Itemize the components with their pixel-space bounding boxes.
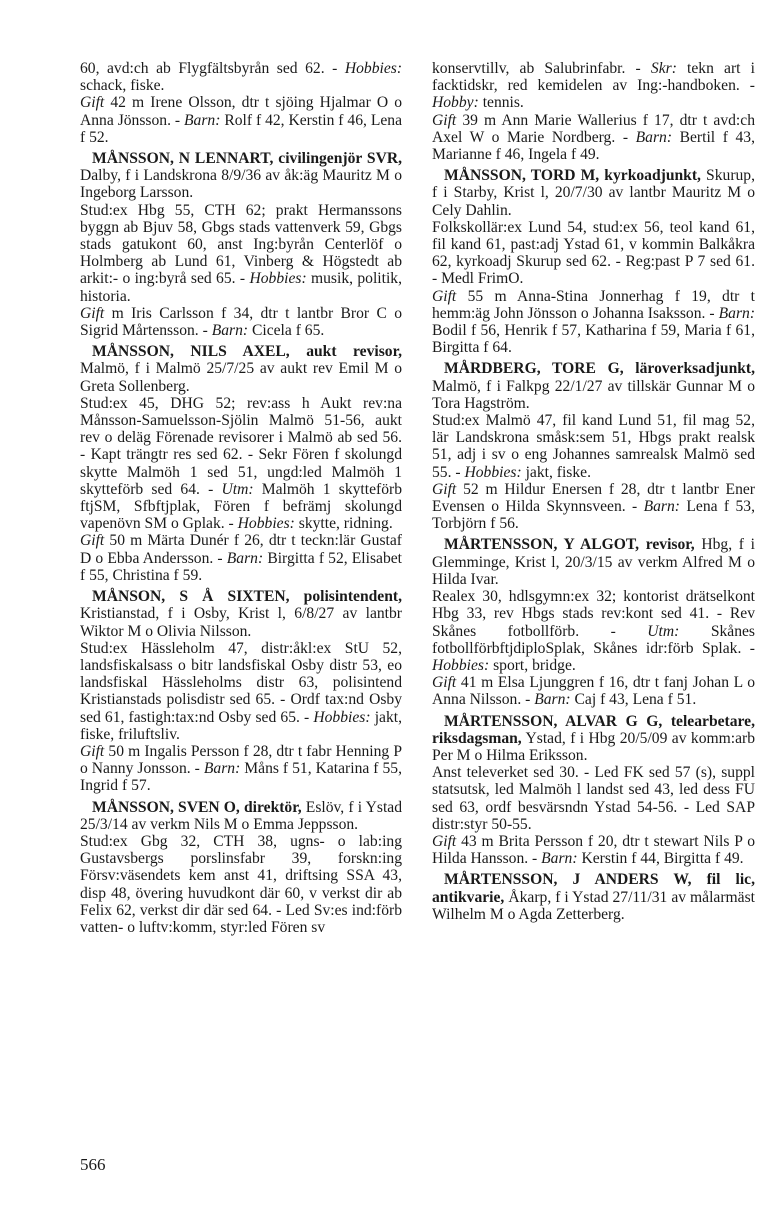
entry-name: MÅNSSON, N LENNART, [92, 150, 274, 168]
barn-text: Birgitta f 52, Elisabet f 55, Christina f 59. [80, 549, 403, 584]
barn-text: Caj f 43, Lena f 51. [574, 691, 697, 709]
hobbies-text: jakt, fiske. [525, 463, 591, 481]
entry-martensson-algot [432, 536, 755, 708]
hobby-label: Hobby: [432, 94, 479, 112]
entry-name: MÅNSON, S Å SIXTEN, [92, 588, 290, 606]
entry-name: MÅRDBERG, TORE G, [444, 360, 624, 378]
entry-name: MÅRTENSSON, ALVAR G G, [444, 712, 663, 730]
utm-label: Utm: [221, 480, 254, 498]
barn-text: Kerstin f 44, Birgitta f 49. [581, 850, 744, 868]
barn-text: Bertil f 43, Marianne f 46, Ingela f 49. [432, 128, 755, 164]
barn-label: Barn: [534, 691, 571, 709]
skr-label: Skr: [650, 60, 677, 77]
entry-title: kyrkoadjunkt, [604, 167, 701, 185]
entry-martensson-anders [432, 871, 755, 923]
entry-body: Stud:ex Gbg 32, CTH 38, ugns- o lab:ing Gustavsbergs porslinsfabr 39, forskn:ing Försv:väsendets kem anst 41, driftsing SSA 43, disp 48, övering huvudkont där 60, v verkst dir ab Felix 62, verkst dir där sed 64. - Led Sv:es ind:förb vatten- o luftv:komm, styr:led Fören sv [80, 832, 402, 936]
gift-text: 41 m Elsa Ljunggren f 16, dtr t fanj Johan L o Anna Nilsson. - [432, 674, 755, 709]
entry-title: direktör, [244, 798, 302, 816]
left-column [80, 60, 402, 940]
gift-text: 43 m Brita Persson f 20, dtr t stewart Nils P o Hilda Hansson. - [432, 832, 755, 868]
entry-name: MÅRTENSSON, Y ALGOT, [444, 536, 640, 554]
entry-mardberg-tore [432, 360, 755, 532]
entry-continuation [432, 60, 755, 163]
entry-body: Folkskollär:ex Lund 54, stud:ex 56, teol kand 61, fil kand 61, past:adj Ystad 61, v kommin Balkåkra 62, kyrkoadj Skurup sed 62. - Reg:past P 7 sed 61. - Medl FrimO. [432, 218, 755, 288]
entry-body: Stud:ex Hbg 55, CTH 62; prakt Hermanssons byggn ab Bjuv 58, Gbgs stads vattenverk 59, Gbgs stads gatukont 60, anst Ing:byrån Centerlöf o Holmberg ab Lund 61, Vinberg & Högstedt ab arkit:- o ing:byrå sed 65. - [80, 201, 402, 288]
gift-text: 42 m Irene Olsson, dtr t sjöing Hjalmar O o Anna Jönsson. - [80, 94, 402, 129]
gift-text: 39 m Ann Marie Wallerius f 17, dtr t avd:ch Axel W o Marie Nordberg. - [432, 111, 755, 146]
entry-name: MÅNSSON, NILS AXEL, [92, 343, 290, 361]
entry-intro: Hbg, f i Glemminge, Krist l, 20/3/15 av verkm Alfred M o Hilda Ivar. [432, 536, 756, 588]
entry-martensson-alvar [432, 713, 755, 868]
entry-name: MÅNSSON, TORD M, [444, 167, 600, 185]
entry-intro: Ystad, f i Hbg 20/5/09 av komm:arb Per M o Hilma Eriksson. [432, 729, 756, 764]
gift-label: Gift [80, 532, 105, 550]
hobbies-label: Hobbies: [432, 656, 490, 674]
hobbies-label: Hobbies: [237, 515, 295, 533]
barn-label: Barn: [541, 850, 578, 868]
entry-intro: Eslöv, f i Ystad 25/3/14 av verkm Nils M o Emma Jeppsson. [80, 798, 403, 833]
utm-text: Malmöh 1 skytteförb ftjSM, Sfbftjplak, Fören f befrämj skolungd vapenövn SM o Gplak. - [80, 480, 402, 533]
barn-label: Barn: [226, 549, 264, 567]
entry-mansson-sven [80, 799, 402, 937]
entry-title: telearbetare, riksdagsman, [432, 712, 755, 747]
barn-label: Barn: [635, 128, 673, 146]
utm-text: Skånes fotbollförbftjdiploSplak, Skånes idr:förb Splak. - [432, 622, 755, 657]
entry-mansson-tord [432, 167, 755, 356]
barn-text: Måns f 51, Katarina f 55, Ingrid f 57. [80, 760, 402, 795]
hobbies-label: Hobbies: [249, 270, 307, 288]
barn-label: Barn: [211, 322, 249, 340]
gift-label: Gift [80, 94, 105, 112]
gift-label: Gift [432, 111, 457, 129]
gift-text: m Iris Carlsson f 34, dtr t lantbr Bror C o Sigrid Mårtensson. - [80, 304, 402, 340]
gift-label: Gift [432, 674, 457, 692]
page-number: 566 [80, 1155, 106, 1174]
entry-body: Realex 30, hdlsgymn:ex 32; kontorist drätselkont Hbg 33, rev Hbgs stads rev:kont sed 41. - Rev Skånes fotbollförb. - [432, 588, 755, 640]
entry-intro: Malmö, f i Malmö 25/7/25 av aukt rev Emil M o Greta Sollenberg. [80, 360, 402, 395]
entry-text: 60, avd:ch ab Flygfältsbyrån sed 62. - [80, 60, 338, 77]
barn-text: Cicela f 65. [251, 322, 325, 340]
hobbies-label: Hobbies: [464, 463, 522, 481]
gift-label: Gift [432, 287, 457, 305]
entry-text: konservtillv, ab Salubrinfabr. - [432, 60, 641, 77]
entry-intro: Dalby, f i Landskrona 8/9/36 av åk:äg Mauritz M o Ingeborg Larsson. [80, 167, 402, 202]
barn-text: Rolf f 42, Kerstin f 46, Lena f 52. [80, 111, 402, 146]
barn-label: Barn: [643, 498, 680, 516]
hobbies-text: skytte, ridning. [298, 515, 393, 533]
entry-mansson-lennart [80, 150, 402, 339]
gift-text: 50 m Märta Dunér f 26, dtr t teckn:lär Gustaf D o Ebba Andersson. - [80, 532, 402, 567]
hobby-text: tennis. [482, 94, 524, 112]
barn-label: Barn: [718, 304, 756, 322]
gift-label: Gift [80, 742, 105, 760]
entry-manson-sixten [80, 588, 402, 794]
entry-title: fil lic, antikvarie, [432, 871, 756, 906]
gift-text: 55 m Anna-Stina Jonnerhag f 19, dtr t hemm:äg John Jönsson o Johanna Isaksson. - [432, 287, 755, 322]
entry-name: MÅNSSON, SVEN O, [92, 798, 240, 816]
entry-intro: Kristianstad, f i Osby, Krist l, 6/8/27 av lantbr Wiktor M o Olivia Nilsson. [80, 605, 402, 640]
entry-intro: Skurup, f i Starby, Krist l, 20/7/30 av lantbr Mauritz M o Cely Dahlin. [432, 167, 755, 219]
barn-label: Barn: [203, 760, 241, 778]
entry-body: Stud:ex 45, DHG 52; rev:ass h Aukt rev:na Månsson-Samuelsson-Sjölin Malmö 51-56, aukt rev o deläg Förenade revisorer i Malmö ab sed 56. - Kapt trängtr res sed 62. - Sekr Fören f skolungd skytte Malmöh 1 sed 51, ungd:led Malmöh 1 skytteförb sed 64. - [80, 394, 402, 498]
entry-title: läroverksadjunkt, [635, 360, 756, 378]
hobbies-text: musik, politik, historia. [80, 270, 402, 305]
entry-name: MÅRTENSSON, J ANDERS W, [444, 871, 692, 889]
hobbies-label: Hobbies: [313, 708, 371, 726]
right-column [432, 60, 755, 927]
entry-body: Anst televerket sed 30. - Led FK sed 57 (s), suppl statsutsk, led Malmöh l landst sed 43, led dess FU sed 63, ordf besvärsndn Ystad 54-56. - Led SAP distr:styr 50-55. [432, 764, 755, 833]
hobbies-label: Hobbies: [344, 60, 403, 77]
hobbies-text: sport, bridge. [493, 656, 576, 674]
barn-text: Lena f 53, Torbjörn f 56. [432, 498, 755, 533]
entry-body: Stud:ex Malmö 47, fil kand Lund 51, fil mag 52, lär Landskrona småsk:sem 51, Hbgs prakt realsk 51, adj i sv o eng Johannes samrealsk Malmö sed 55. - [432, 412, 755, 481]
entry-continuation [80, 60, 402, 146]
entry-mansson-nils-axel [80, 343, 402, 584]
entry-title: civilingenjör SVR, [278, 150, 403, 168]
entry-intro: Åkarp, f i Ystad 27/11/31 av målarmäst Wilhelm M o Agda Zetterberg. [432, 888, 755, 923]
barn-label: Barn: [184, 111, 221, 129]
gift-label: Gift [432, 480, 457, 498]
entry-title: aukt revisor, [306, 343, 402, 361]
gift-label: Gift [432, 832, 457, 850]
skr-text: tekn art i facktidskr, red kemidelen av Ing:-handboken. - [432, 60, 755, 95]
utm-label: Utm: [647, 622, 680, 640]
gift-label: Gift [80, 304, 105, 322]
gift-text: 52 m Hildur Enersen f 28, dtr t lantbr Ener Evensen o Hilda Skynnsveen. - [432, 480, 755, 516]
entry-title: revisor, [645, 536, 695, 554]
barn-text: Bodil f 56, Henrik f 57, Katharina f 59, Maria f 61, Birgitta f 64. [432, 322, 755, 357]
gift-text: 50 m Ingalis Persson f 28, dtr t fabr Henning P o Nanny Jonsson. - [80, 742, 403, 778]
hobbies-text: schack, fiske. [80, 77, 165, 95]
entry-intro: Malmö, f i Falkpg 22/1/27 av tillskär Gunnar M o Tora Hagström. [432, 377, 755, 412]
entry-title: polisintendent, [303, 588, 402, 606]
hobbies-text: jakt, fiske, friluftsliv. [80, 708, 402, 743]
entry-body: Stud:ex Hässleholm 47, distr:åkl:ex StU 52, landsfiskalsass o bitr landsfiskal Osby distr 53, eo landsfiskal Hässleholms distr 63, polisintend Kristianstads polisdistr sed 65. - Ordf tax:nd Osby sed 61, fastigh:tax:nd Osby sed 65. - [80, 639, 402, 726]
